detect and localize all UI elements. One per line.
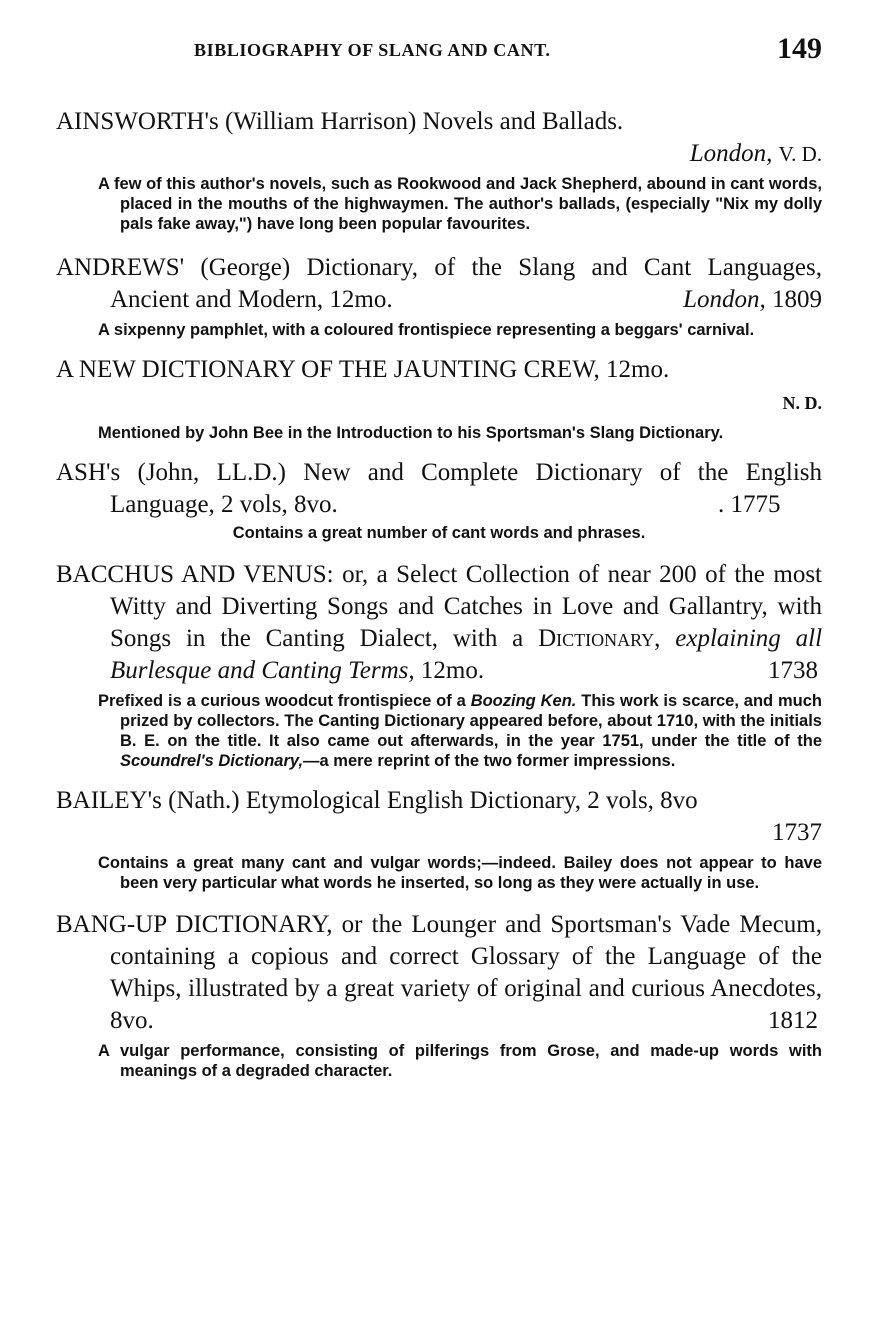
bibliography-entries bbox=[56, 106, 822, 1093]
entry-title-dictionary: Dictionary, bbox=[538, 625, 661, 652]
entry-title-text: ANDREWS' (George) Dictionary, of the Slang and Cant Languages, Ancient and Modern, 12mo. bbox=[56, 254, 822, 313]
entry-note: A sixpenny pamphlet, with a coloured frontispiece representing a beggars' carnival. bbox=[98, 321, 755, 339]
entry-date: V. D. bbox=[778, 142, 822, 166]
entry-title-text: ASH's (John, LL.D.) New and Complete Dictionary of the English Language, 2 vols, 8vo. bbox=[56, 459, 822, 518]
entry-title: BANG-UP DICTIONARY, or the Lounger and Sportsman's Vade Mecum, containing a copious and correct Glossary of the Language of the Whips, illustrated by a great variety of original and curious Anecdotes, 8vo. 1812 bbox=[56, 911, 822, 1034]
entry-title: AINSWORTH's (William Harrison) Novels and Ballads. bbox=[56, 108, 624, 135]
entry-date: 1809 bbox=[772, 286, 822, 313]
entry-note: Mentioned by John Bee in the Introduction to his Sportsman's Slang Dictionary. bbox=[98, 424, 724, 442]
entry-note-scoundrels-dictionary: Scoundrel's Dictionary, bbox=[120, 752, 304, 770]
entry-note-part-3: —a mere reprint of the two former impressions. bbox=[303, 752, 676, 770]
entry-note: A few of this author's novels, such as Rookwood and Jack Shepherd, abound in cant words, placed in the mouths of the highwaymen. The author's ballads, (especially "Nix my dolly pals fake away,") have long been popular favourites. bbox=[98, 175, 822, 233]
entry-note bbox=[56, 691, 822, 771]
entry-note-boozing-ken: Boozing Ken. bbox=[470, 692, 577, 710]
entry-title-format: 12mo. bbox=[420, 657, 485, 684]
entry-jaunting-crew bbox=[56, 354, 822, 443]
running-title: BIBLIOGRAPHY OF SLANG AND CANT. bbox=[194, 40, 551, 60]
entry-date: N. D. bbox=[782, 393, 822, 413]
entry-note: Contains a great number of cant words and phrases. bbox=[232, 524, 646, 542]
entry-ainsworth bbox=[56, 106, 822, 234]
entry-title bbox=[56, 252, 822, 316]
entry-title-subtitle: explaining all Burlesque and Canting Terms, bbox=[110, 625, 823, 684]
entry-andrews bbox=[56, 252, 822, 340]
entry-note: A vulgar performance, consisting of pilferings from Grose, and made-up words with meanings of a degraded character. bbox=[98, 1042, 822, 1080]
entry-bacchus-and-venus bbox=[56, 559, 822, 771]
entry-imprint bbox=[56, 386, 822, 419]
entry-date: 1737 bbox=[772, 819, 822, 846]
entry-title-main: BACCHUS AND VENUS: or, a Select Collection of near 200 of the most Witty and Diverting Songs and Catches in Love and Gallantry, with Songs in the Canting Dialect, with a bbox=[56, 561, 822, 652]
entry-imprint bbox=[56, 138, 822, 170]
entry-bang-up-dictionary bbox=[56, 909, 822, 1081]
entry-title bbox=[56, 457, 822, 521]
entry-date: . 1775 bbox=[718, 491, 781, 518]
entry-note-part-1: Prefixed is a curious woodcut frontispiece of a bbox=[98, 692, 466, 710]
entry-note: Contains a great many cant and vulgar words;—indeed. Bailey does not appear to have been very particular what words he inserted, so long as they were actually in use. bbox=[98, 854, 822, 892]
entry-imprint bbox=[683, 284, 822, 316]
entry-ash bbox=[56, 457, 822, 543]
page-number: 149 bbox=[777, 32, 822, 65]
entry-title-text: BANG-UP DICTIONARY, or the Lounger and Sportsman's Vade Mecum, containing a copious and correct Glossary of the Language of the Whips, illustrated by a great variety of original and curious Anecdotes, 8vo. bbox=[56, 911, 822, 1034]
page-header bbox=[56, 32, 822, 68]
entry-title: BACCHUS AND VENUS: or, a Select Collection of near 200 of the most Witty and Diverting Songs and Catches in Love and Gallantry, with Songs in the Canting Dialect, with a Dictionary, explaining all Burlesque and Canting Terms, 12mo. 1738 bbox=[56, 561, 823, 684]
entry-bailey bbox=[56, 785, 822, 893]
entry-title: A NEW DICTIONARY OF THE JAUNTING CREW, 12mo. bbox=[56, 356, 670, 383]
entry-note-part-2: This work is scarce, and much prized by collectors. The Canting Dictionary appeared before, about 1710, with the initials B. E. on the title. It also came out afterwards, in the year 1751, under the title of the bbox=[120, 692, 823, 750]
entry-place: London, bbox=[689, 140, 773, 167]
entry-place: London, bbox=[683, 286, 766, 313]
entry-title: BAILEY's (Nath.) Etymological English Dictionary, 2 vols, 8vo bbox=[56, 787, 698, 814]
